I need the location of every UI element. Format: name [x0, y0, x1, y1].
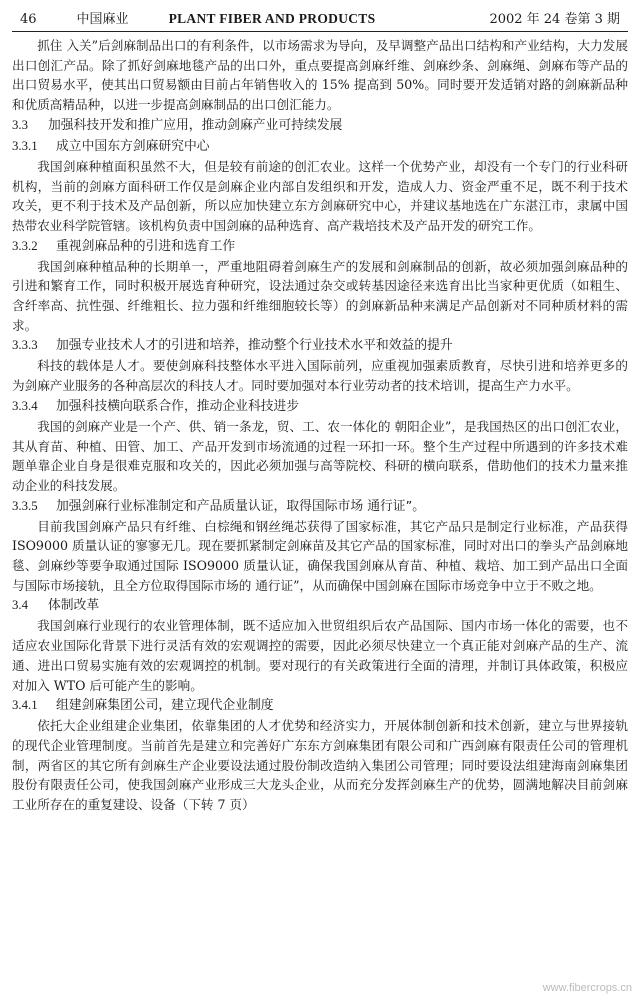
section-heading	[12, 335, 628, 356]
section-number: 3.3.3	[12, 338, 38, 353]
body-paragraph: 我国的剑麻产业是一个产、供、销一条龙，贸、工、农一体化的 朝阳企业”，是我国热区的出口创汇农业，其从育苗、种植、田管、加工、产品开发到市场流通的过程一环扣一环。整个生产过程中所遇到的许多技术难题单靠企业自身是很难克服和攻关的，因此必须加强与高等院校、科研的横向联系，借助他们的技术力量来推动企业的科技发展。	[12, 418, 628, 493]
body-paragraph: 目前我国剑麻产品只有纤维、白棕绳和钢丝绳芯获得了国家标准，其它产品只是制定行业标准，产品获得 ISO9000 质量认证的寥寥无几。现在要抓紧制定剑麻苗及其它产品的国家标准，同时对出口的拳头产品剑麻地毯、剑麻纱等要争取通过国际 ISO9000 质量认证，确保我国剑麻从育苗、种植、栽培、加工到产品出口全面与国际市场接轨，且全方位取得国际市场的 通行证”，从而确保中国剑麻在国际市场竞争中立于不败之地。	[12, 518, 628, 593]
section-title: 重视剑麻品种的引进和选育工作	[56, 238, 236, 254]
section-heading	[12, 115, 628, 136]
page-number: 46	[20, 12, 37, 27]
section-title: 加强科技开发和推广应用，推动剑麻产业可持续发展	[48, 117, 343, 133]
body-paragraph: 我国剑麻行业现行的农业管理体制，既不适应加入世贸组织后农产品国际、国内市场一体化的需要，也不适应农业国际化背景下进行灵活有效的宏观调控的需要，因此必须尽快建立一个真正能对剑麻产品的生产、流通、进出口贸易实施有效的宏观调控的机制。要对现行的有关政策进行全面的清理，并制订具体政策，积极应对加入 WTO 后可能产生的影响。	[12, 618, 628, 693]
section-number: 3.3.5	[12, 498, 38, 513]
section-heading	[12, 136, 628, 157]
header-left	[20, 8, 375, 27]
section-number: 3.3.2	[12, 238, 38, 253]
section-heading	[12, 595, 628, 616]
section-title: 加强剑麻行业标准制定和产品质量认证，取得国际市场 通行证”。	[56, 498, 426, 514]
section-number: 3.4	[12, 598, 28, 613]
article-body	[12, 32, 628, 815]
body-paragraph: 我国剑麻种植面积虽然不大，但是较有前途的创汇农业。这样一个优势产业，却没有一个专门的行业科研机构，当前的剑麻方面科研工作仅是剑麻企业内部自发组织和开发，造成人力、资金严重不足，既不利于技术攻关，更不利于技术及产品创新，所以应加快建立东方剑麻研究中心，并建议基地选在广东湛江市，隶属中国热带农业科学院管辖。该机构负责中国剑麻的品种选育、高产栽培技术及产品开发的研究工作。	[12, 158, 628, 233]
section-number: 3.3.4	[12, 398, 38, 413]
section-heading	[12, 695, 628, 716]
section-heading	[12, 236, 628, 257]
section-title: 加强专业技术人才的引进和培养，推动整个行业技术水平和效益的提升	[56, 338, 453, 354]
issue-info: 2002 年 24 卷第 3 期	[489, 12, 620, 27]
running-header	[12, 8, 628, 32]
body-paragraph: 抓住 入关”后剑麻制品出口的有利条件，以市场需求为导向，及早调整产品出口结构和产业结构，大力发展出口创汇产品。除了抓好剑麻地毯产品的出口外，重点要提高剑麻纤维、剑麻纱条、剑麻绳、剑麻布等产品的出口贸易水平，使其出口贸易额由目前占年销售收入的 15% 提高到 50%。同时要开发适销对路的剑麻新品种和优质高精品种，以进一步提高剑麻制品的出口创汇能力。	[12, 38, 628, 113]
section-number: 3.4.1	[12, 698, 38, 713]
section-title: 组建剑麻集团公司，建立现代企业制度	[56, 698, 274, 714]
section-title: 体制改革	[48, 598, 100, 614]
section-title: 加强科技横向联系合作，推动企业科技进步	[56, 398, 300, 414]
body-paragraph: 我国剑麻种植品种的长期单一，严重地阻碍着剑麻生产的发展和剑麻制品的创新，故必须加强剑麻品种的引进和繁育工作，同时积极开展选育种研究，设法通过杂交或转基因途径来选育出比当家种更优质（如粗生、含纤率高、抗性强、纤维粗长、拉力强和纤维细胞较长等）的剑麻新品种来满足产品创新对不同种质材料的需求。	[12, 258, 628, 333]
section-heading	[12, 496, 628, 517]
journal-title-cn: 中国麻业	[76, 12, 129, 27]
body-paragraph: 依托大企业组建企业集团，依靠集团的人才优势和经济实力，开展体制创新和技术创新，建立与世界接轨的现代企业管理制度。当前首先是建立和完善好广东东方剑麻集团有限公司和广西剑麻有限责任公司的管理机制，两省区的其它所有剑麻生产企业要设法通过股份制改造纳入集团公司管理；同时要设法组建海南剑麻集团股份有限责任公司，使我国剑麻产业形成三大龙头企业，从而充分发挥剑麻生产的优势，圆满地解决目前剑麻工业所存在的重复建设、设备（下转 7 页）	[12, 718, 628, 813]
section-title: 成立中国东方剑麻研究中心	[56, 138, 210, 154]
section-number: 3.3.1	[12, 138, 38, 153]
journal-title-en: PLANT FIBER AND PRODUCTS	[168, 11, 376, 26]
section-heading	[12, 396, 628, 417]
site-watermark: www.fibercrops.cn	[542, 982, 632, 994]
section-number: 3.3	[12, 117, 28, 132]
body-paragraph: 科技的载体是人才。要使剑麻科技整体水平进入国际前列，应重视加强素质教育，尽快引进和培养更多的为剑麻产业服务的各种高层次的科技人才。同时要加强对本行业劳动者的技术培训，提高生产力水平。	[12, 358, 628, 394]
